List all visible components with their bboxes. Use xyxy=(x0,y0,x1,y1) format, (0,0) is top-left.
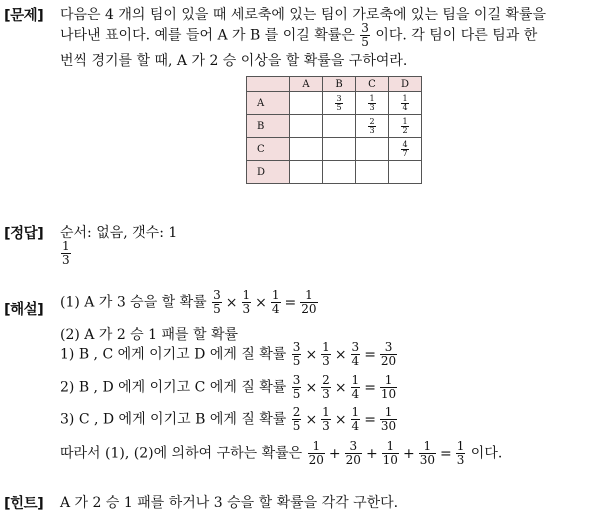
denominator: 10 xyxy=(380,387,397,401)
answer-text: 순서: 없음, 갯수: 1 xyxy=(60,225,178,241)
table-cell xyxy=(323,115,356,138)
numerator: 3 xyxy=(361,21,369,35)
problem-line-3: 번씩 경기를 할 때, A 가 2 승 이상을 할 확률을 구하여라. xyxy=(60,53,408,69)
fraction xyxy=(242,289,252,316)
table-cell xyxy=(389,92,422,115)
step-text: 2) B , D 에게 이기고 C 에게 질 확률 xyxy=(60,379,287,396)
step-text: (1) A 가 3 승을 할 확률 xyxy=(60,294,207,311)
equals-sign: = xyxy=(364,346,376,363)
times-sign: × xyxy=(334,346,347,363)
table-row xyxy=(247,138,422,161)
denominator: 5 xyxy=(361,35,369,49)
fraction xyxy=(321,341,331,368)
denominator: 2 xyxy=(402,125,408,135)
numerator: 1 xyxy=(300,289,317,303)
denominator: 10 xyxy=(382,453,398,467)
fraction xyxy=(292,374,302,401)
fraction xyxy=(380,341,397,368)
table-cell xyxy=(356,92,389,115)
table-row xyxy=(247,161,422,184)
plus-sign: + xyxy=(365,445,378,462)
numerator: 2 xyxy=(369,116,375,126)
row-header: A xyxy=(247,92,290,115)
solution-case-2 xyxy=(60,374,398,401)
times-sign: × xyxy=(305,346,318,363)
equals-sign: = xyxy=(364,379,376,396)
table-header-row xyxy=(247,77,422,92)
denominator: 4 xyxy=(351,419,360,433)
fraction xyxy=(351,406,361,433)
step-text: 1) B , C 에게 이기고 D 에게 질 확률 xyxy=(60,346,287,363)
table-cell xyxy=(290,138,323,161)
fraction xyxy=(368,95,375,112)
table-cell xyxy=(323,92,356,115)
fraction xyxy=(335,95,342,112)
solution-final xyxy=(60,440,502,467)
fraction xyxy=(292,341,302,368)
solution-case-1 xyxy=(60,341,398,368)
table-cell xyxy=(389,138,422,161)
fraction xyxy=(401,95,408,112)
fraction xyxy=(382,440,399,467)
problem-tag: [문제] xyxy=(4,8,44,24)
numerator: 1 xyxy=(271,288,280,302)
probability-table xyxy=(246,76,422,184)
numerator: 1 xyxy=(456,439,465,453)
numerator: 1 xyxy=(62,239,70,253)
solution-step-1 xyxy=(60,289,319,316)
times-sign: × xyxy=(225,294,238,311)
solution-step-2: (2) A 가 2 승 1 패를 할 확률 xyxy=(60,327,239,343)
answer-value xyxy=(60,240,72,267)
table-cell xyxy=(356,115,389,138)
fraction xyxy=(456,440,466,467)
equals-sign: = xyxy=(364,411,376,428)
numerator: 2 xyxy=(322,373,330,387)
denominator: 20 xyxy=(380,354,397,368)
step-text-end: 이다. xyxy=(470,445,503,462)
numerator: 1 xyxy=(351,405,360,419)
numerator: 3 xyxy=(336,93,342,103)
numerator: 3 xyxy=(351,340,360,354)
numerator: 1 xyxy=(382,440,399,454)
fraction xyxy=(401,118,408,135)
table-row xyxy=(247,115,422,138)
problem-line-2-start: 나타낸 표이다. 예를 들어 A 가 B 를 이길 확률은 xyxy=(60,27,355,44)
denominator: 4 xyxy=(402,102,408,112)
denominator: 3 xyxy=(322,387,330,401)
fraction xyxy=(380,406,397,433)
numerator: 3 xyxy=(213,288,221,302)
numerator: 1 xyxy=(242,288,251,302)
denominator: 5 xyxy=(292,354,301,368)
fraction xyxy=(419,440,436,467)
numerator: 3 xyxy=(345,440,362,454)
col-header: B xyxy=(323,77,356,92)
col-header: C xyxy=(356,77,389,92)
times-sign: × xyxy=(255,294,267,311)
times-sign: × xyxy=(305,379,318,396)
col-header: A xyxy=(290,77,323,92)
denominator: 5 xyxy=(213,302,221,316)
denominator: 3 xyxy=(369,102,375,112)
table-cell xyxy=(389,115,422,138)
denominator: 5 xyxy=(336,102,342,112)
problem-line-2-end: 이다. 각 팀이 다른 팀과 한 xyxy=(375,27,538,44)
table-cell xyxy=(323,161,356,184)
hint-tag: [힌트] xyxy=(4,496,44,512)
denominator: 20 xyxy=(345,453,361,467)
denominator: 4 xyxy=(271,302,280,316)
denominator: 3 xyxy=(369,125,375,135)
numerator: 1 xyxy=(322,340,330,354)
table-cell xyxy=(290,161,323,184)
denominator: 3 xyxy=(242,302,251,316)
plus-sign: + xyxy=(328,445,341,462)
denominator: 30 xyxy=(380,419,397,433)
fraction xyxy=(308,440,325,467)
fraction xyxy=(321,374,331,401)
table-cell xyxy=(356,161,389,184)
numerator: 1 xyxy=(380,406,397,420)
numerator: 4 xyxy=(402,139,408,149)
fraction xyxy=(212,289,222,316)
solution-case-3 xyxy=(60,406,398,433)
denominator: 7 xyxy=(402,148,408,158)
row-header: C xyxy=(247,138,290,161)
fraction xyxy=(300,289,317,316)
denominator: 3 xyxy=(62,253,70,267)
table-cell xyxy=(356,138,389,161)
numerator: 3 xyxy=(292,373,301,387)
numerator: 1 xyxy=(308,440,325,454)
step-text: 따라서 (1), (2)에 의하여 구하는 확률은 xyxy=(60,445,303,462)
row-header: D xyxy=(247,161,290,184)
hint-text: A 가 2 승 1 패를 하거나 3 승을 할 확률을 각각 구한다. xyxy=(60,495,399,511)
numerator: 1 xyxy=(380,374,397,388)
fraction xyxy=(61,240,71,267)
col-header: D xyxy=(389,77,422,92)
step-text: 3) C , D 에게 이기고 B 에게 질 확률 xyxy=(60,411,287,428)
numerator: 1 xyxy=(402,93,408,103)
denominator: 3 xyxy=(322,419,330,433)
times-sign: × xyxy=(305,411,318,428)
fraction xyxy=(351,341,361,368)
table-cell xyxy=(323,138,356,161)
fraction xyxy=(360,22,370,49)
fraction xyxy=(351,374,361,401)
denominator: 3 xyxy=(322,354,330,368)
fraction xyxy=(380,374,397,401)
row-header: B xyxy=(247,115,290,138)
table-corner xyxy=(247,77,290,92)
fraction xyxy=(401,141,408,158)
denominator: 30 xyxy=(419,453,435,467)
numerator: 3 xyxy=(292,340,301,354)
denominator: 4 xyxy=(351,354,360,368)
answer-tag: [정답] xyxy=(4,226,44,242)
denominator: 4 xyxy=(351,387,360,401)
table-cell xyxy=(290,92,323,115)
numerator: 1 xyxy=(419,440,436,454)
denominator: 5 xyxy=(292,387,301,401)
equals-sign: = xyxy=(284,294,297,311)
table-cell xyxy=(290,115,323,138)
numerator: 1 xyxy=(402,116,408,126)
denominator: 5 xyxy=(292,419,301,433)
problem-line-2 xyxy=(60,22,537,49)
times-sign: × xyxy=(334,379,347,396)
fraction xyxy=(292,406,302,433)
problem-line-1: 다음은 4 개의 팀이 있을 때 세로축에 있는 팀이 가로축에 있는 팀을 이길 확률을 xyxy=(60,7,547,23)
solution-tag: [해설] xyxy=(4,302,44,318)
denominator: 20 xyxy=(308,453,324,467)
denominator: 20 xyxy=(301,302,317,316)
table-row xyxy=(247,92,422,115)
fraction xyxy=(321,406,331,433)
numerator: 1 xyxy=(369,93,375,103)
fraction xyxy=(271,289,281,316)
table-cell xyxy=(389,161,422,184)
equals-sign: = xyxy=(439,445,452,462)
fraction xyxy=(345,440,362,467)
fraction xyxy=(368,118,375,135)
numerator: 1 xyxy=(351,373,360,387)
numerator: 3 xyxy=(380,341,397,355)
numerator: 1 xyxy=(322,405,330,419)
times-sign: × xyxy=(334,411,347,428)
numerator: 2 xyxy=(292,405,301,419)
denominator: 3 xyxy=(456,453,465,467)
plus-sign: + xyxy=(402,445,415,462)
